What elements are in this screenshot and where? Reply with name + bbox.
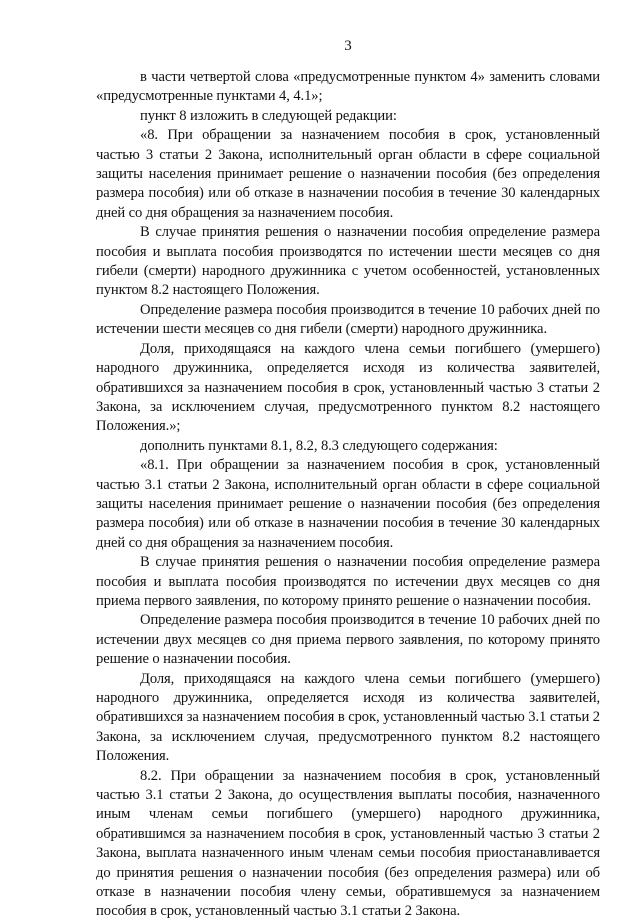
- paragraph-item8-1-size: Определение размера пособия производится в течение 10 рабочих дней по истечении двух месяцев со дня приема первого заявления, по которому принято решение о назначении пособия.: [96, 612, 600, 668]
- paragraph-add-items-intro: дополнить пунктами 8.1, 8.2, 8.3 следующего содержания:: [140, 437, 498, 454]
- paragraph-item8-2: 8.2. При обращении за назначением пособия в срок, установленный частью 3.1 статьи 2 Закона, до осуществления выплаты пособия, назначенного иным членам семьи погибшего (умершего) народного дружинника, обратившимся за назначением пособия в срок, установленный частью 3 статьи 2 Закона, выплата назначенного иным членам семьи пособия приостанавливается до принятия решения о назначении пособия (без определения размера) или об отказе в назначении пособия члену семьи, обратившемуся за назначением пособия в срок, установленный частью 3.1 статьи 2 Закона.: [96, 767, 600, 920]
- paragraph-item8-1-share: Доля, приходящаяся на каждого члена семьи погибшего (умершего) народного дружинника, определяется исходя из количества заявителей, обратившихся за назначением пособия в срок, установленный частью 3.1 статьи 2 Закона, за исключением случая, предусмотренного пунктом 8.2 настоящего Положения.: [96, 670, 600, 765]
- paragraph-item8-1: «8.1. При обращении за назначением пособия в срок, установленный частью 3.1 статьи 2 Закона, исполнительный орган области в сфере социальной защиты населения принимает решение о назначении пособия (без определения размера пособия) или об отказе в назначении пособия в течение 30 календарных дней со дня обращения за назначением пособия.: [96, 457, 600, 551]
- paragraph-amendment-part4: в части четвертой слова «предусмотренные пунктом 4» заменить словами «предусмотренные пунктами 4, 4.1»;: [96, 69, 600, 105]
- document-page: [96, 36, 600, 922]
- paragraph-item8: «8. При обращении за назначением пособия в срок, установленный частью 3 статьи 2 Закона, исполнительный орган области в сфере социальной защиты населения принимает решение о назначении пособия (без определения размера пособия) или об отказе в назначении пособия в течение 30 календарных дней со дня обращения за назначением пособия.: [96, 127, 600, 221]
- page-number: 3: [344, 38, 352, 54]
- paragraph-item8-1-payment: В случае принятия решения о назначении пособия определение размера пособия и выплата пособия производятся по истечении двух месяцев со дня приема первого заявления, по которому принято решение о назначении пособия.: [96, 554, 600, 609]
- paragraph-item8-payment: В случае принятия решения о назначении пособия определение размера пособия и выплата пособия производятся по истечении шести месяцев со дня гибели (смерти) народного дружинника с учетом особенностей, установленных пунктом 8.2 настоящего Положения.: [96, 224, 600, 299]
- paragraph-item8-intro: пункт 8 изложить в следующей редакции:: [140, 107, 397, 124]
- paragraph-item8-size: Определение размера пособия производится в течение 10 рабочих дней по истечении шести месяцев со дня гибели (смерти) народного дружинника.: [96, 301, 600, 338]
- paragraph-item8-share: Доля, приходящаяся на каждого члена семьи погибшего (умершего) народного дружинника, определяется исходя из количества заявителей, обратившихся за назначением пособия в срок, установленный частью 3 статьи 2 Закона, за исключением случая, предусмотренного пунктом 8.2 настоящего Положения.»;: [96, 340, 600, 435]
